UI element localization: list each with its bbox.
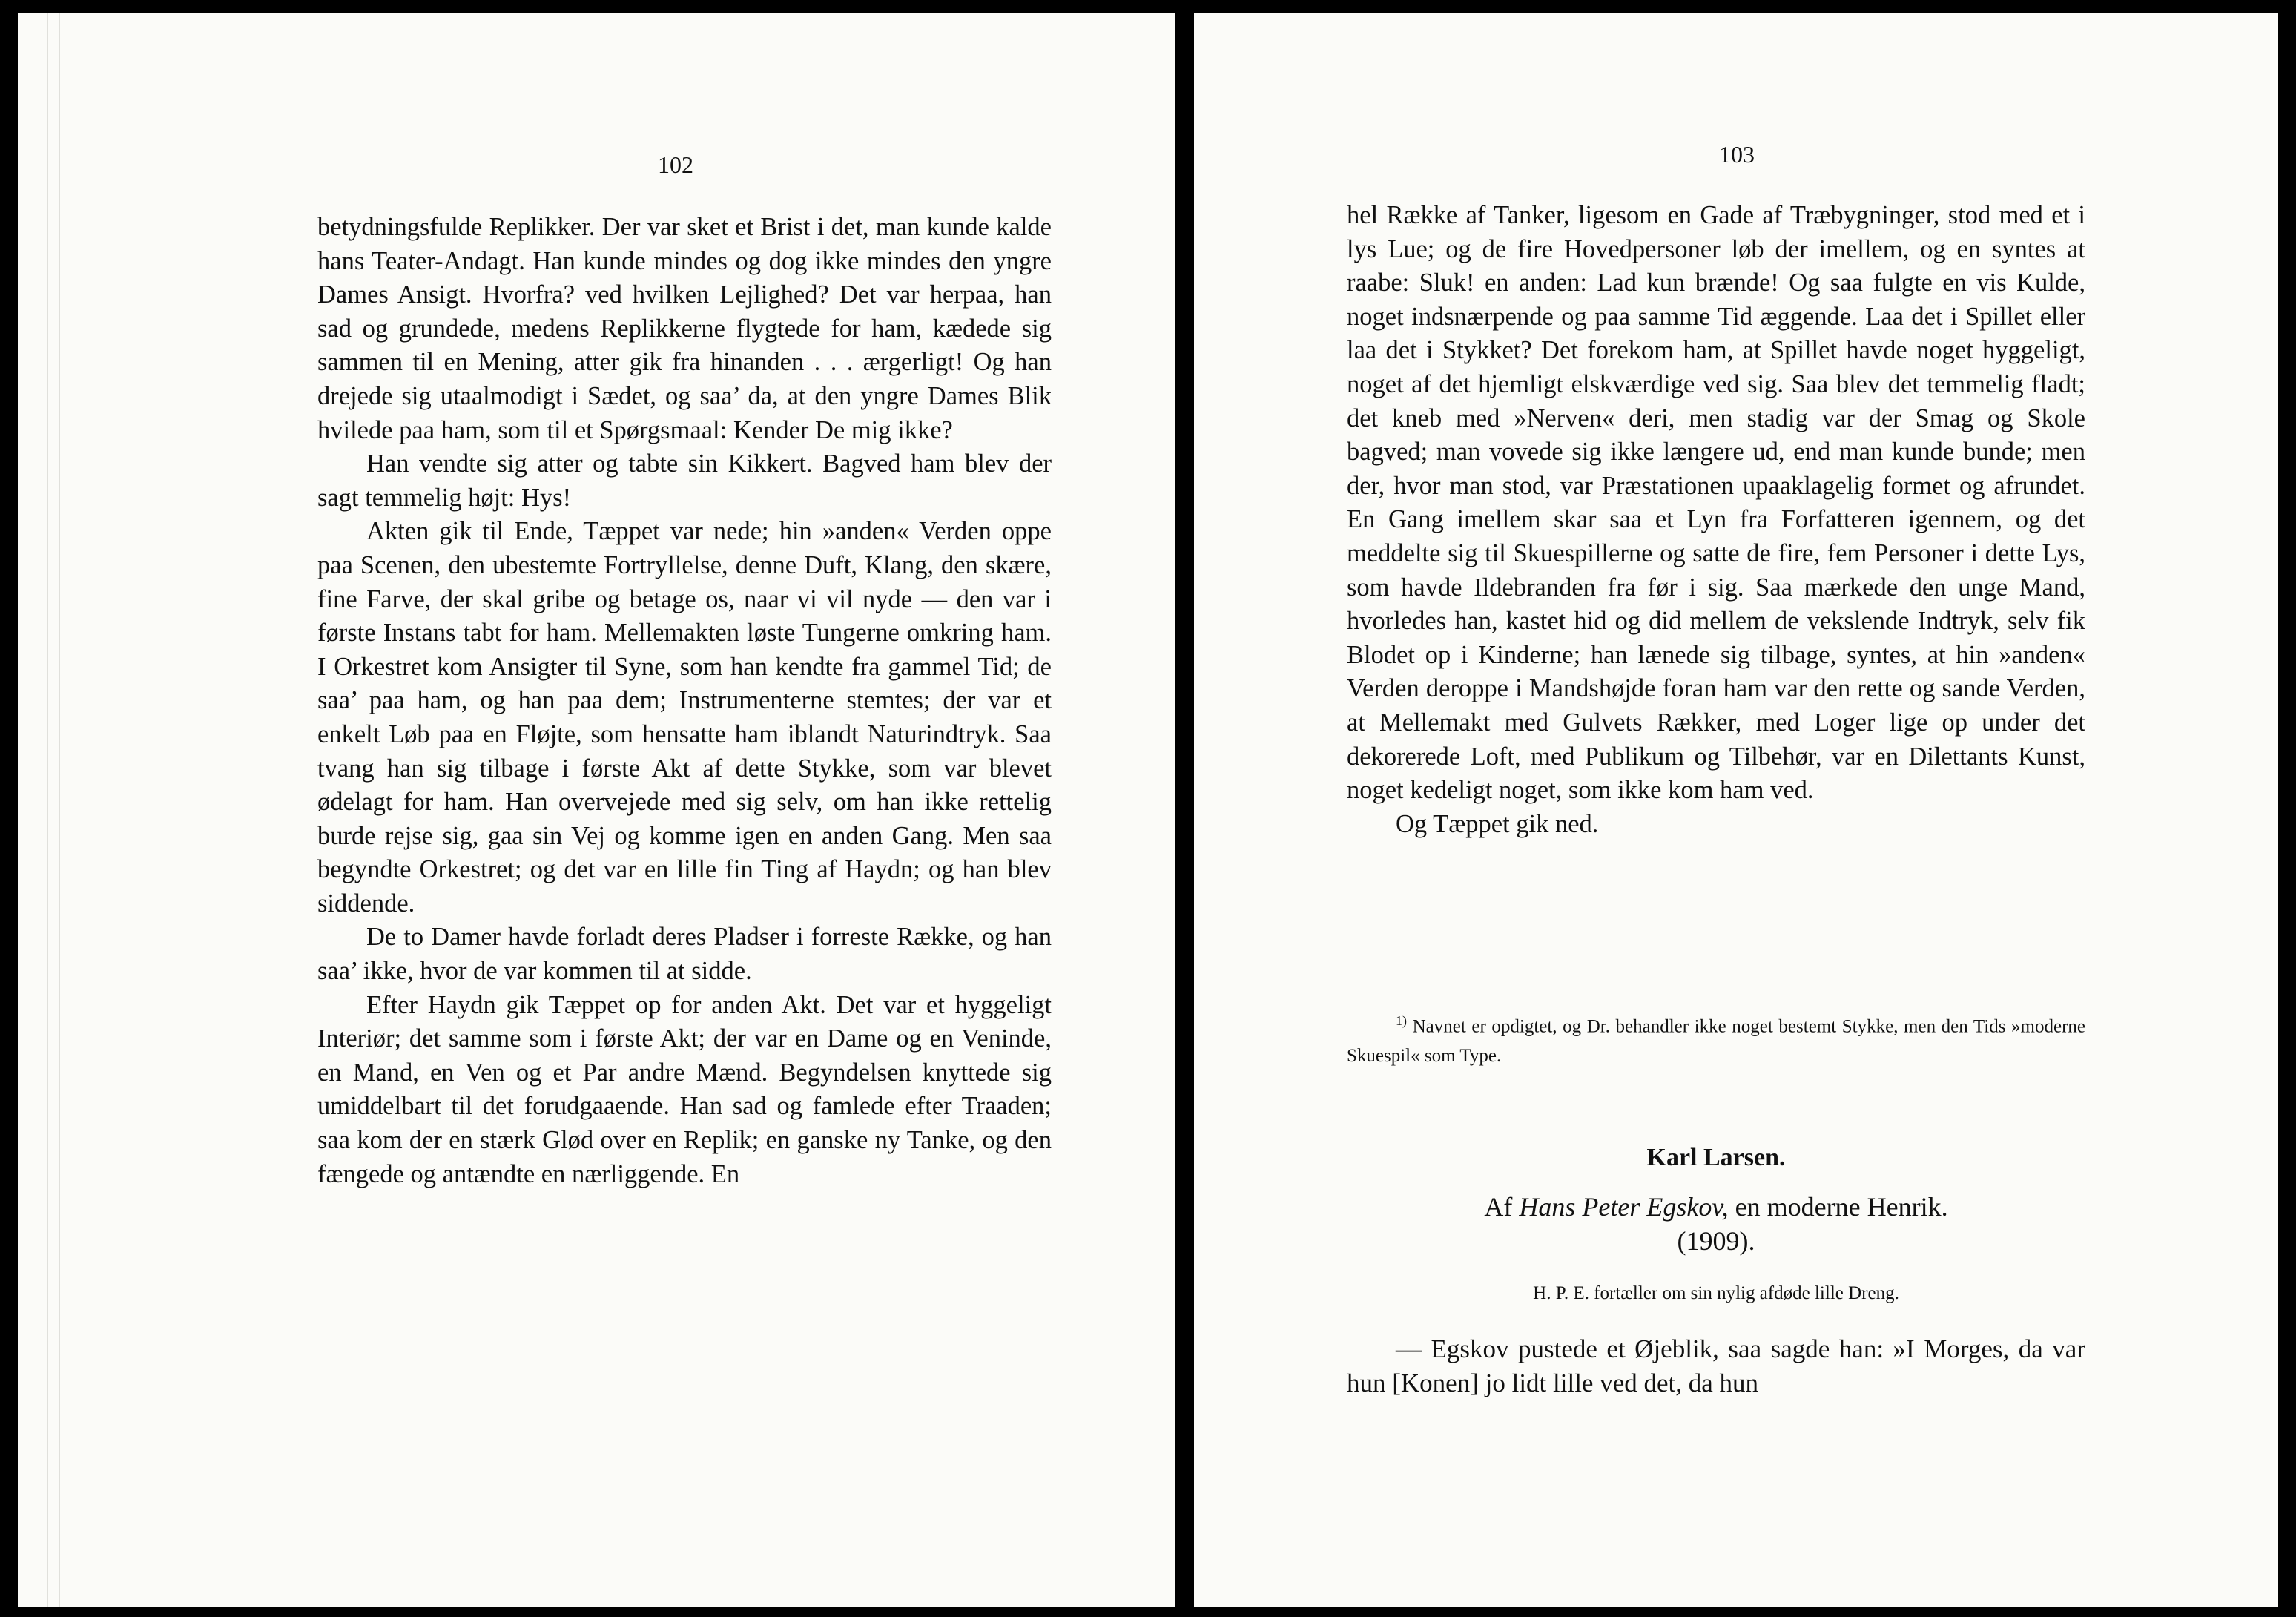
left-page (18, 13, 1175, 1607)
year: (1909). (1677, 1226, 1755, 1256)
right-page (1194, 13, 2278, 1607)
body-text (1347, 199, 2085, 841)
subtitle (1347, 1190, 2085, 1224)
body-text (317, 211, 1052, 1191)
paragraph: De to Damer havde forladt deres Pladser i forreste Række, og han saa’ ikke, hvor de var kommen til at sidde. (317, 923, 1052, 986)
subtitle-prefix: Af (1484, 1192, 1520, 1222)
paragraph: Og Tæppet gik ned. (1396, 809, 1599, 838)
paragraph: hel Række af Tanker, ligesom en Gade af Træbygninger, stod med et i lys Lue; og de fire Hovedpersoner løb der imellem, og en syntes at raabe: Sluk! en anden: Lad kun brænde! Og saa fulgte en vis Kulde, noget indsnærpende og paa samme Tid æggende. Laa det i Spillet eller laa det i Stykket? Det forekom ham, at Spillet havde noget hyggeligt, noget af det hjemligt elskværdige ved sig. Saa blev det temmelig fladt; det kneb med »Nerven« deri, men stadig var der Smag og Skole bagved; man vovede sig ikke længere ud, end man kunde bunde; men der, hvor man stod, var Præstationen upaaklagelig formet og afrundet. En Gang imellem skar saa et Lyn fra Forfatteren igennem, og det meddelte sig til Skuespillerne og satte de fire, fem Personer i dette Lys, som havde Ildebranden fra før i sig. Saa mærkede den unge Mand, hvorledes han, kastet hid og did mellem de vekslende Indtryk, selv fik Blodet op i Kinderne; han lænede sig tilbage, syntes, at hin »anden« Verden deroppe i Mandshøjde foran ham var den rette og sande Verden, at Mellemakt med Gulvets Rækker, med Loger lige op under det dekorerede Loft, med Publikum og Tilbehør, var en Dilettants Kunst, noget kedeligt noget, som ikke kom ham ved. (1347, 201, 2085, 805)
page-number: 102 (658, 151, 693, 178)
paragraph: Efter Haydn gik Tæppet op for anden Akt. Det var et hyggeligt Interiør; det samme som i første Akt; der var en Dame og en Veninde, en Mand, en Ven og et Par andre Mænd. Begyndelsen knyttede sig umiddelbart til det forudgaaende. Han sad og famlede efter Traaden; saa kom der en stærk Glød over en Replik; en ganske ny Tanke, og den fængede og antændte en nærliggende. En (317, 990, 1052, 1188)
subtitle-name: Hans Peter Egskov, (1519, 1192, 1729, 1222)
footnote-text: Navnet er opdigtet, og Dr. behandler ikke noget bestemt Stykke, men den Tids »moderne Skuespil« som Type. (1347, 1016, 2086, 1067)
paragraph: Han vendte sig atter og tabte sin Kikkert. Bagved ham blev der sagt temmelig højt: Hys! (317, 449, 1052, 512)
paragraph: — Egskov pustede et Øjeblik, saa sagde han: »I Morges, da var hun [Konen] jo lidt lille ved det, da hun (1347, 1334, 2085, 1397)
author-heading: Karl Larsen. (1646, 1144, 1786, 1171)
paragraph: Akten gik til Ende, Tæppet var nede; hin »anden« Verden oppe paa Scenen, den ubestemte Fortryllelse, denne Duft, Klang, den skære, fine Farve, der skal gribe og betage os, naar vi vil nyde — den var i første Instans tabt for ham. Mellemakten løste Tungerne omkring ham. I Orkestret kom Ansigter til Syne, som han kendte fra gammel Tid; de saa’ paa ham, og han paa dem; Instrumenterne stemtes; der var et enkelt Løb paa en Fløjte, som hensatte ham iblandt Naturindtryk. Saa tvang han sig tilbage i første Akt af dette Stykke, som var blevet ødelagt for ham. Han overvejede med sig selv, om han ikke rettelig burde rejse sig, gaa sin Vej og komme igen en anden Gang. Men saa begyndte Orkestret; og det var en lille fin Ting af Haydn; og han blev siddende. (317, 517, 1052, 918)
page-number: 103 (1719, 141, 1755, 168)
page-edge-stack (18, 13, 70, 1607)
footnote-mark: 1) (1396, 1013, 1407, 1028)
subtitle-suffix: en moderne Henrik. (1728, 1192, 1948, 1222)
chapter-note: H. P. E. fortæller om sin nylig afdøde lille Dreng. (1533, 1283, 1899, 1303)
paragraph: betydningsfulde Replikker. Der var sket et Brist i det, man kunde kalde hans Teater-Andagt. Han kunde mindes og dog ikke mindes den yngre Dames Ansigt. Hvorfra? ved hvilken Lejlighed? Det var herpaa, han sad og grundede, medens Replikkerne flygtede for ham, kædede sig sammen til en Mening, atter gik fra hinanden . . . ærgerligt! Og han drejede sig utaalmodigt i Sædet, og saa’ da, at den yngre Dames Blik hvilede paa ham, som til et Spørgsmaal: Kender De mig ikke? (317, 213, 1052, 444)
opening-text (1347, 1332, 2085, 1400)
footnote (1347, 1006, 2085, 1071)
